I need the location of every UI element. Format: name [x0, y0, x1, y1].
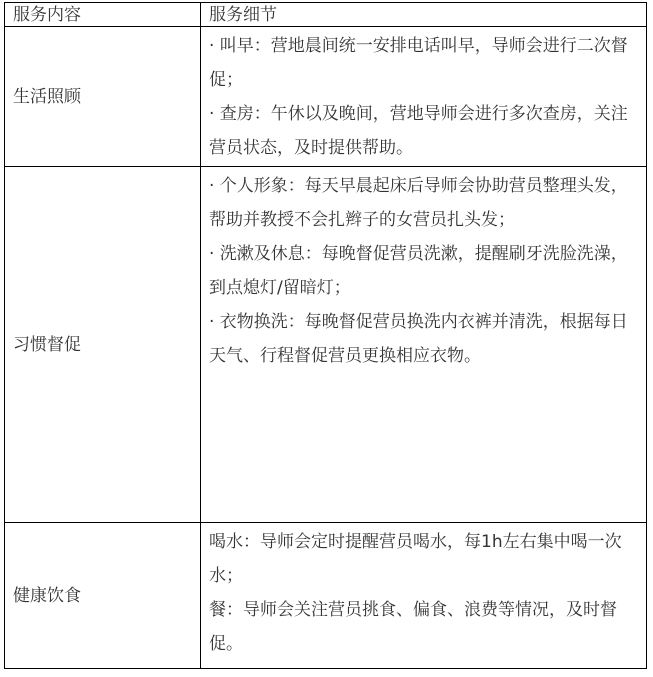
header-service-details: 服务细节	[201, 3, 647, 27]
row-category: 生活照顾	[5, 27, 201, 167]
row-details	[201, 523, 647, 669]
detail-item: 喝水：导师会定时提醒营员喝水，每1h左右集中喝一次水；	[209, 532, 622, 586]
row-category: 健康饮食	[5, 523, 201, 669]
detail-item: 餐：导师会关注营员挑食、偏食、浪费等情况，及时督促。	[209, 600, 617, 654]
detail-item: · 洗漱及休息：每晚督促营员洗漱，提醒刷牙洗脸洗澡，到点熄灯/留暗灯；	[209, 244, 628, 298]
row-details	[201, 167, 647, 523]
detail-item: · 叫早：营地晨间统一安排电话叫早，导师会进行二次督促；	[209, 36, 628, 90]
service-table	[4, 2, 647, 669]
detail-item: · 个人形象：每天早晨起床后导师会协助营员整理头发，帮助并教授不会扎辫子的女营员扎头发；	[209, 176, 628, 230]
row-details	[201, 27, 647, 167]
table-row	[5, 523, 647, 669]
table-row	[5, 27, 647, 167]
table-row	[5, 167, 647, 523]
table-header-row	[5, 3, 647, 27]
detail-item: · 衣物换洗：每晚督促营员换洗内衣裤并清洗，根据每日天气、行程督促营员更换相应衣物。	[209, 312, 628, 366]
row-category: 习惯督促	[5, 167, 201, 523]
detail-item: · 查房：午休以及晚间，营地导师会进行多次查房，关注营员状态，及时提供帮助。	[209, 104, 628, 158]
header-service-content: 服务内容	[5, 3, 201, 27]
